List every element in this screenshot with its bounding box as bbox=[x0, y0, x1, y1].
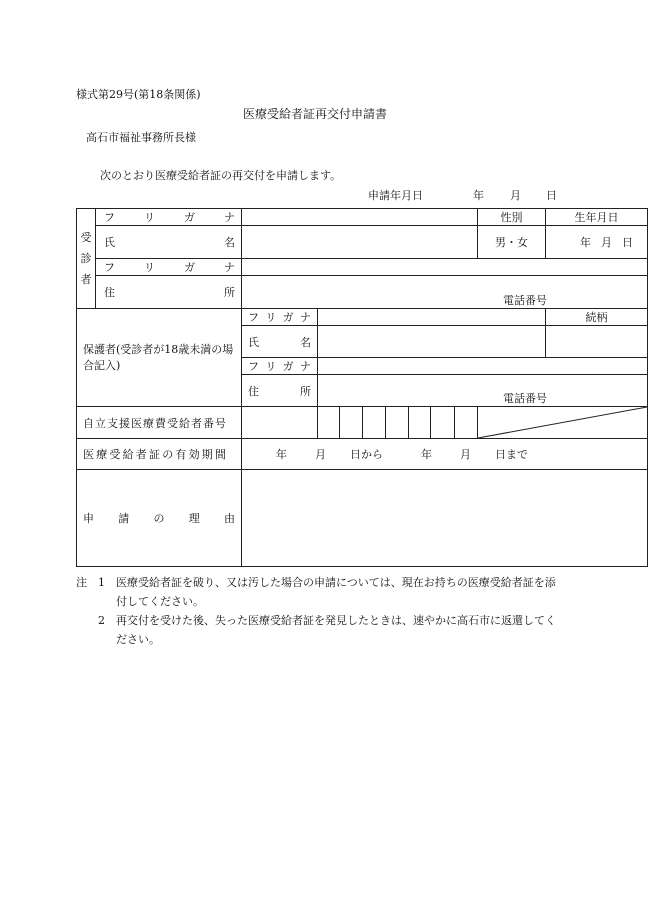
birth-month-label: 月 bbox=[601, 236, 612, 249]
recipient-number-digit[interactable] bbox=[242, 407, 318, 439]
recipient-number-digit[interactable] bbox=[363, 407, 386, 439]
label-char: リ bbox=[265, 360, 277, 373]
guardian-address-field[interactable] bbox=[318, 375, 648, 407]
patient-address-furigana-field[interactable] bbox=[242, 259, 648, 276]
patient-address-field[interactable] bbox=[242, 276, 648, 309]
birth-date-field[interactable] bbox=[546, 226, 648, 259]
recipient-number-digit[interactable] bbox=[431, 407, 455, 439]
patient-furigana-label bbox=[96, 209, 242, 226]
label-char: 名 bbox=[300, 335, 311, 349]
patient-address-label bbox=[96, 276, 242, 309]
validity-label: 医療受給者証の有効期間 bbox=[77, 439, 242, 470]
application-date-day: 日 bbox=[546, 189, 557, 202]
label-char: ナ bbox=[299, 360, 311, 373]
label-char: 由 bbox=[224, 512, 235, 525]
intro-text: 次のとおり医療受給者証の再交付を申請します。 bbox=[100, 169, 342, 182]
validity-field[interactable] bbox=[242, 439, 648, 470]
guardian-section-text: 保護者(受診者が18歳未満の場合記入) bbox=[83, 342, 234, 372]
label-char: リ bbox=[144, 261, 155, 274]
guardian-address-furigana-field[interactable] bbox=[318, 358, 648, 375]
application-date-label: 申請年月日 bbox=[368, 189, 423, 202]
relation-label: 続柄 bbox=[546, 309, 648, 326]
label-char: 所 bbox=[300, 384, 311, 398]
patient-section-char: 診 bbox=[80, 252, 92, 265]
label-char: 氏 bbox=[248, 335, 259, 349]
birth-year-label: 年 bbox=[580, 236, 591, 249]
guardian-name-label bbox=[242, 326, 318, 358]
patient-section-char: 者 bbox=[80, 273, 92, 286]
note-text: 再交付を受けた後、失った医療受給者証を発見したときは、速やかに高石市に返還してください。 bbox=[116, 614, 556, 646]
label-char: 氏 bbox=[104, 236, 115, 249]
guardian-address-furigana-label bbox=[242, 358, 318, 375]
recipient-number-label: 自立支援医療費受給者番号 bbox=[77, 407, 242, 439]
patient-address-furigana-label bbox=[96, 259, 242, 276]
note-text: 医療受給者証を破り、又は汚した場合の申請については、現在お持ちの医療受給者証を添付してください。 bbox=[116, 576, 556, 608]
validity-month-from: 月 bbox=[315, 448, 326, 461]
label-char: の bbox=[153, 512, 165, 525]
validity-year-until: 年 bbox=[421, 448, 432, 461]
validity-until: 日まで bbox=[495, 448, 528, 461]
relation-field[interactable] bbox=[546, 326, 648, 358]
patient-name-label bbox=[96, 226, 242, 259]
patient-name-field[interactable] bbox=[242, 226, 478, 259]
recipient-number-digit[interactable] bbox=[318, 407, 340, 439]
label-char: フ bbox=[104, 211, 115, 224]
label-char: ナ bbox=[224, 211, 235, 224]
recipient-number-digit[interactable] bbox=[409, 407, 431, 439]
sex-label: 性別 bbox=[478, 209, 546, 226]
label-char: 申 bbox=[83, 512, 94, 525]
label-char: フ bbox=[104, 261, 115, 274]
birth-day-label: 日 bbox=[622, 236, 633, 249]
note-item bbox=[76, 573, 566, 611]
validity-year-from: 年 bbox=[276, 448, 287, 461]
label-char: フ bbox=[248, 360, 259, 373]
notes bbox=[76, 573, 566, 649]
label-char: 名 bbox=[224, 236, 235, 249]
recipient-number-unused bbox=[478, 407, 648, 439]
application-table bbox=[76, 208, 648, 567]
guardian-address-label bbox=[242, 375, 318, 407]
guardian-furigana-field[interactable] bbox=[318, 309, 546, 326]
label-char: リ bbox=[144, 211, 155, 224]
sex-options[interactable]: 男・女 bbox=[478, 226, 546, 259]
notes-label: 注 bbox=[76, 576, 87, 589]
label-char: ガ bbox=[184, 211, 195, 224]
label-char: リ bbox=[265, 311, 277, 324]
recipient-number-digit[interactable] bbox=[340, 407, 363, 439]
validity-from: 日から bbox=[350, 448, 383, 461]
guardian-furigana-label bbox=[242, 309, 318, 326]
diagonal-strike bbox=[478, 407, 647, 438]
recipient-number-digit[interactable] bbox=[386, 407, 409, 439]
guardian-phone-label: 電話番号 bbox=[503, 392, 547, 405]
form-number: 様式第29号(第18条関係) bbox=[76, 88, 201, 101]
note-item bbox=[76, 611, 566, 649]
note-number: 1 bbox=[98, 576, 105, 589]
validity-month-until: 月 bbox=[460, 448, 471, 461]
label-char: 理 bbox=[188, 512, 200, 525]
guardian-name-field[interactable] bbox=[318, 326, 546, 358]
label-char: 所 bbox=[224, 286, 235, 299]
label-char: 請 bbox=[118, 512, 130, 525]
label-char: ガ bbox=[184, 261, 195, 274]
label-char: フ bbox=[248, 311, 259, 324]
patient-section-char: 受 bbox=[80, 231, 92, 244]
addressee: 高石市福祉事務所長様 bbox=[86, 131, 196, 144]
label-char: ナ bbox=[224, 261, 235, 274]
application-date-year: 年 bbox=[473, 189, 484, 202]
form-title: 医療受給者証再交付申請書 bbox=[243, 107, 388, 121]
label-char: 住 bbox=[104, 286, 115, 299]
patient-phone-label: 電話番号 bbox=[503, 294, 547, 307]
recipient-number-digit[interactable] bbox=[455, 407, 478, 439]
label-char: ナ bbox=[299, 311, 311, 324]
reason-field[interactable] bbox=[242, 470, 648, 567]
patient-furigana-field[interactable] bbox=[242, 209, 478, 226]
label-char: ガ bbox=[282, 360, 294, 373]
reason-label bbox=[77, 470, 242, 567]
application-date-month: 月 bbox=[510, 189, 521, 202]
note-number: 2 bbox=[98, 614, 105, 627]
guardian-section-label bbox=[77, 309, 242, 407]
label-char: 住 bbox=[248, 384, 259, 398]
birth-date-label: 生年月日 bbox=[546, 209, 648, 226]
patient-section-label bbox=[77, 209, 96, 309]
notes-label-spacer bbox=[76, 611, 98, 649]
label-char: ガ bbox=[282, 311, 294, 324]
